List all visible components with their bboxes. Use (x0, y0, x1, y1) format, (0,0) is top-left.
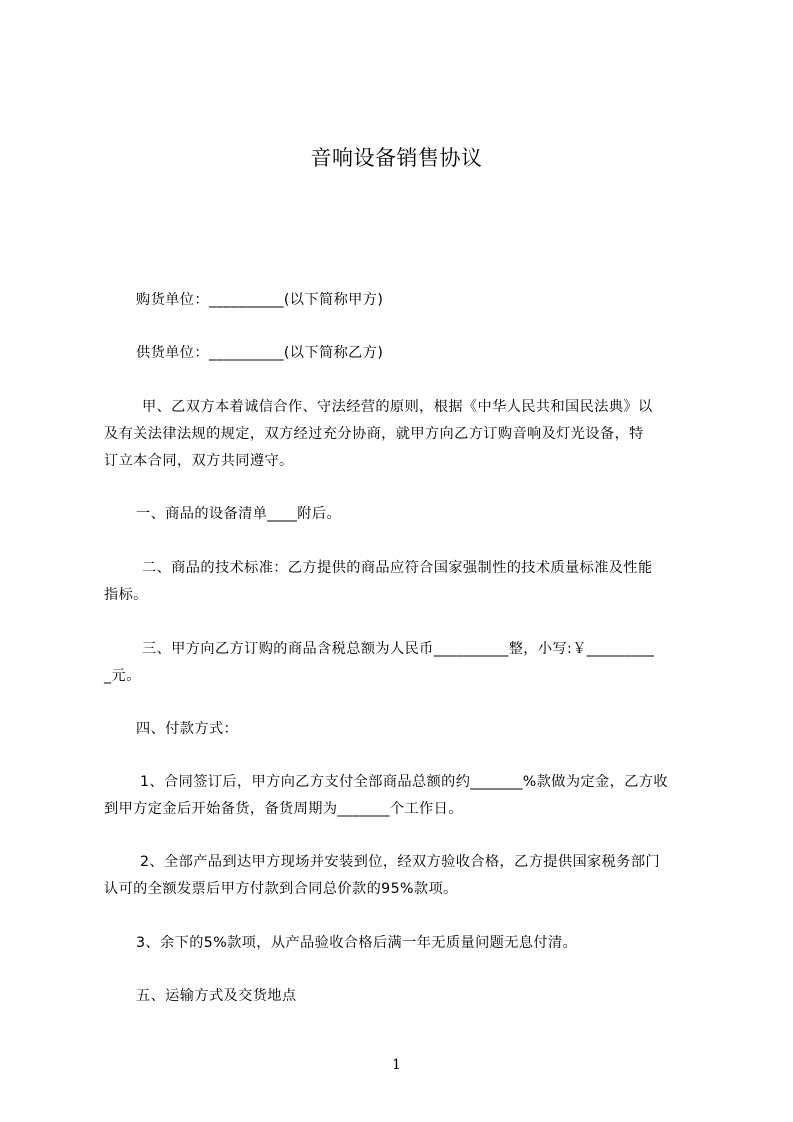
paragraph-supplier (104, 340, 736, 367)
paragraph-line: 供货单位：__________(以下简称乙方) (136, 345, 384, 361)
paragraph-preamble (104, 394, 704, 475)
clause-3 (104, 636, 704, 690)
clause-4 (104, 716, 736, 743)
paragraph-line: 认可的全额发票后甲方付款到合同总价款的95%款项。 (104, 881, 458, 897)
paragraph-line: 到甲方定金后开始备货，备货周期为_______个工作日。 (104, 801, 463, 817)
paragraph-line: 及有关法律法规的规定，双方经过充分协商，就甲方向乙方订购音响及灯光设备，特 (104, 426, 644, 442)
clause-4-item-1 (104, 769, 704, 823)
clause-4-item-2 (104, 849, 704, 903)
paragraph-purchaser (104, 287, 736, 314)
clause-4-item-3 (104, 930, 736, 957)
clause-1 (104, 501, 736, 528)
paragraph-line: 三、甲方向乙方订购的商品含税总额为人民币__________整，小写:￥_________ (142, 641, 655, 657)
paragraph-line: 四、付款方式： (136, 721, 239, 737)
paragraph-line: 3、余下的5%款项，从产品验收合格后满一年无质量问题无息付清。 (136, 935, 578, 951)
paragraph-line: 甲、乙双方本着诚信合作、守法经营的原则，根据《中华人民共和国民法典》以 (142, 399, 653, 415)
paragraph-line: 购货单位：__________(以下简称甲方) (136, 292, 384, 308)
paragraph-line: _元。 (104, 668, 141, 684)
document-title: 音响设备销售协议 (310, 146, 483, 170)
paragraph-line: 二、商品的技术标准：乙方提供的商品应符合国家强制性的技术质量标准及性能 (142, 560, 653, 576)
paragraph-line: 2、全部产品到达甲方现场并安装到位，经双方验收合格，乙方提供国家税务部门 (140, 854, 660, 870)
clause-2 (104, 555, 704, 609)
paragraph-line: 五、运输方式及交货地点 (136, 988, 297, 1004)
clause-5 (104, 983, 736, 1010)
paragraph-line: 订立本合同，双方共同遵守。 (104, 453, 294, 469)
paragraph-line: 1、合同签订后，甲方向乙方支付全部商品总额的约_______%款做为定金，乙方收 (140, 774, 668, 790)
page-number: 1 (392, 1057, 401, 1073)
paragraph-line: 一、商品的设备清单____附后。 (136, 506, 342, 522)
paragraph-line: 指标。 (104, 587, 148, 603)
